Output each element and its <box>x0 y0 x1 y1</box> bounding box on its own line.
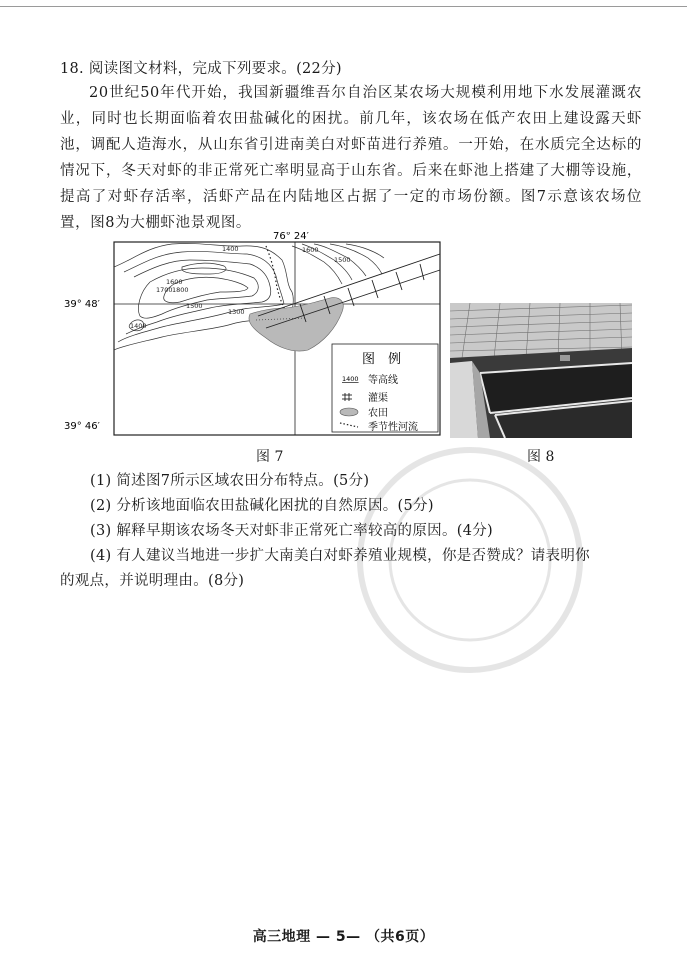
top-rule <box>0 6 687 7</box>
figure7-map <box>62 232 452 444</box>
farmland-icon <box>340 408 358 416</box>
lat-top-label: 39° 48′ <box>64 299 100 310</box>
lat-bottom-label: 39° 46′ <box>64 421 100 432</box>
legend <box>332 344 438 433</box>
legend-river-label: 季节性河流 <box>368 422 418 433</box>
contour-label: 1800 <box>172 286 189 294</box>
contour-label: 1400 <box>222 245 239 253</box>
farmland-area <box>249 298 343 351</box>
legend-contour-label: 等高线 <box>368 375 398 386</box>
question-title: 18. 阅读图文材料，完成下列要求。(22分) <box>60 61 342 77</box>
page-footer: 高三地理 — 5— （共6页） <box>252 929 435 945</box>
contour-label: 1400 <box>130 322 147 330</box>
legend-farmland-label: 农田 <box>368 408 388 419</box>
subquestion-4-continued: 的观点，并说明理由。(8分) <box>60 573 245 589</box>
contour-label: 1700 <box>156 286 173 294</box>
figure7-caption: 图 7 <box>256 449 284 465</box>
figure8-caption: 图 8 <box>527 449 555 465</box>
legend-canal-label: 灌渠 <box>368 393 388 404</box>
subquestion-3: (3) 解释早期该农场冬天对虾非正常死亡率较高的原因。(4分) <box>90 523 493 539</box>
subquestion-2: (2) 分析该地面临农田盐碱化困扰的自然原因。(5分) <box>90 498 434 514</box>
contour-label: 1300 <box>228 308 245 316</box>
contour-label: 1600 <box>302 246 319 254</box>
contour-label: 1500 <box>186 302 203 310</box>
figure8-photo <box>450 303 632 438</box>
subquestion-1: (1) 简述图7所示区域农田分布特点。(5分) <box>90 473 370 489</box>
question-paragraph: 20世纪50年代开始，我国新疆维吾尔自治区某农场大规模利用地下水发展灌溉农业，同时也长期面临着农田盐碱化的困扰。前几年，该农场在低产农田上建设露天虾池，调配人造海水，从山东省引进南美白对虾苗进行养殖。一开始，在水质完全达标的情况下，冬天对虾的非正常死亡率明显高于山东省。后来在虾池上搭建了大棚等设施，提高了对虾存活率，活虾产品在内陆地区占据了一定的市场份额。图7示意该农场位置，图8为大棚虾池景观图。 <box>60 85 642 231</box>
legend-contour-symbol: 1400 <box>342 375 359 383</box>
lon-label: 76° 24′ <box>273 232 309 242</box>
subquestion-4: (4) 有人建议当地进一步扩大南美白对虾养殖业规模，你是否赞成？请表明你 <box>90 548 590 564</box>
contour-label: 1600 <box>166 278 183 286</box>
contour-label: 1500 <box>334 256 351 264</box>
legend-title: 图 例 <box>362 352 402 367</box>
